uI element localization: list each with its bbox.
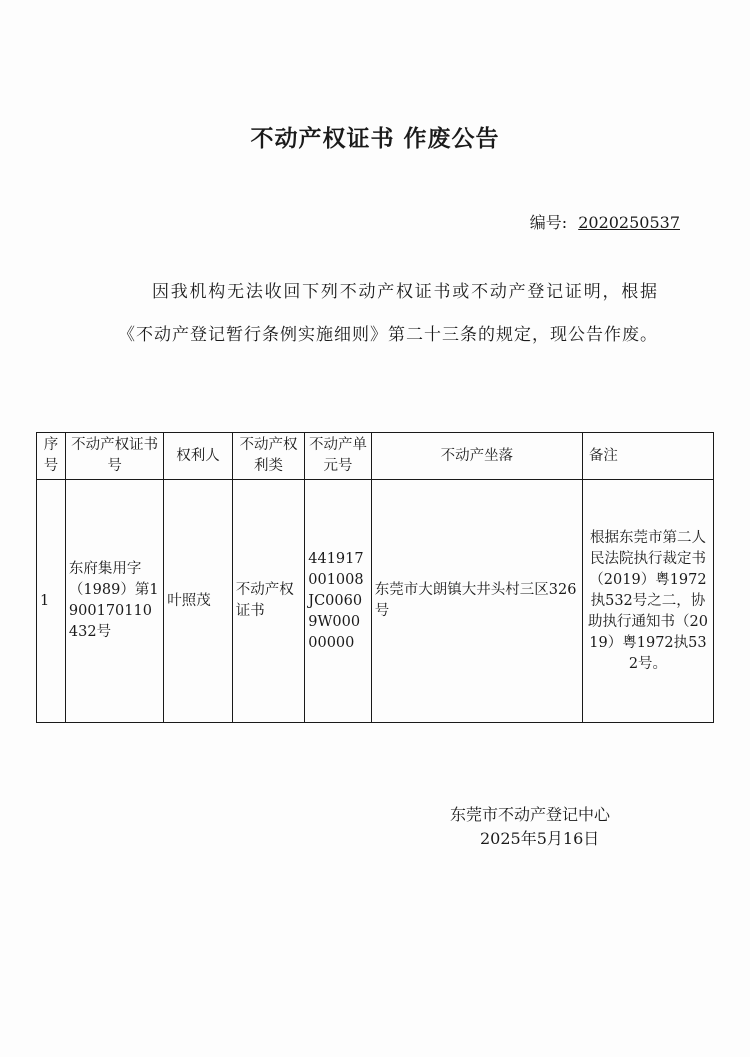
header-holder: 权利人 xyxy=(164,433,233,480)
table-row xyxy=(37,480,714,723)
cell-location: 东莞市大朗镇大井头村三区326号 xyxy=(371,480,582,723)
cell-cert-no: 东府集用字（1989）第1900170110432号 xyxy=(65,480,163,723)
cell-remark: 根据东莞市第二人民法院执行裁定书（2019）粤1972执532号之二，协助执行通知书（2019）粤1972执532号。 xyxy=(582,480,713,723)
notice-table xyxy=(36,432,714,723)
serial-label: 编号: xyxy=(529,213,568,232)
notice-body: 因我机构无法收回下列不动产权证书或不动产登记证明，根据《不动产登记暂行条例实施细则》第二十三条的规定，现公告作废。 xyxy=(118,282,658,345)
table-header-row xyxy=(37,433,714,480)
header-right-type: 不动产权利类 xyxy=(232,433,304,480)
header-location: 不动产坐落 xyxy=(371,433,582,480)
cell-right-type: 不动产权证书 xyxy=(232,480,304,723)
header-unit-no: 不动产单元号 xyxy=(305,433,372,480)
cell-no: 1 xyxy=(37,480,66,723)
document-title: 不动产权证书 作废公告 xyxy=(250,126,500,152)
header-remark: 备注 xyxy=(582,433,713,480)
serial-value: 2020250537 xyxy=(578,213,680,232)
issuing-organization: 东莞市不动产登记中心 xyxy=(450,805,611,824)
serial-number xyxy=(530,210,680,233)
cell-unit-no: 441917001008JC00609W00000000 xyxy=(305,480,372,723)
header-no: 序号 xyxy=(37,433,66,480)
cell-holder: 叶照茂 xyxy=(164,480,233,723)
issue-date: 2025年5月16日 xyxy=(480,829,600,848)
header-cert-no: 不动产权证书号 xyxy=(65,433,163,480)
